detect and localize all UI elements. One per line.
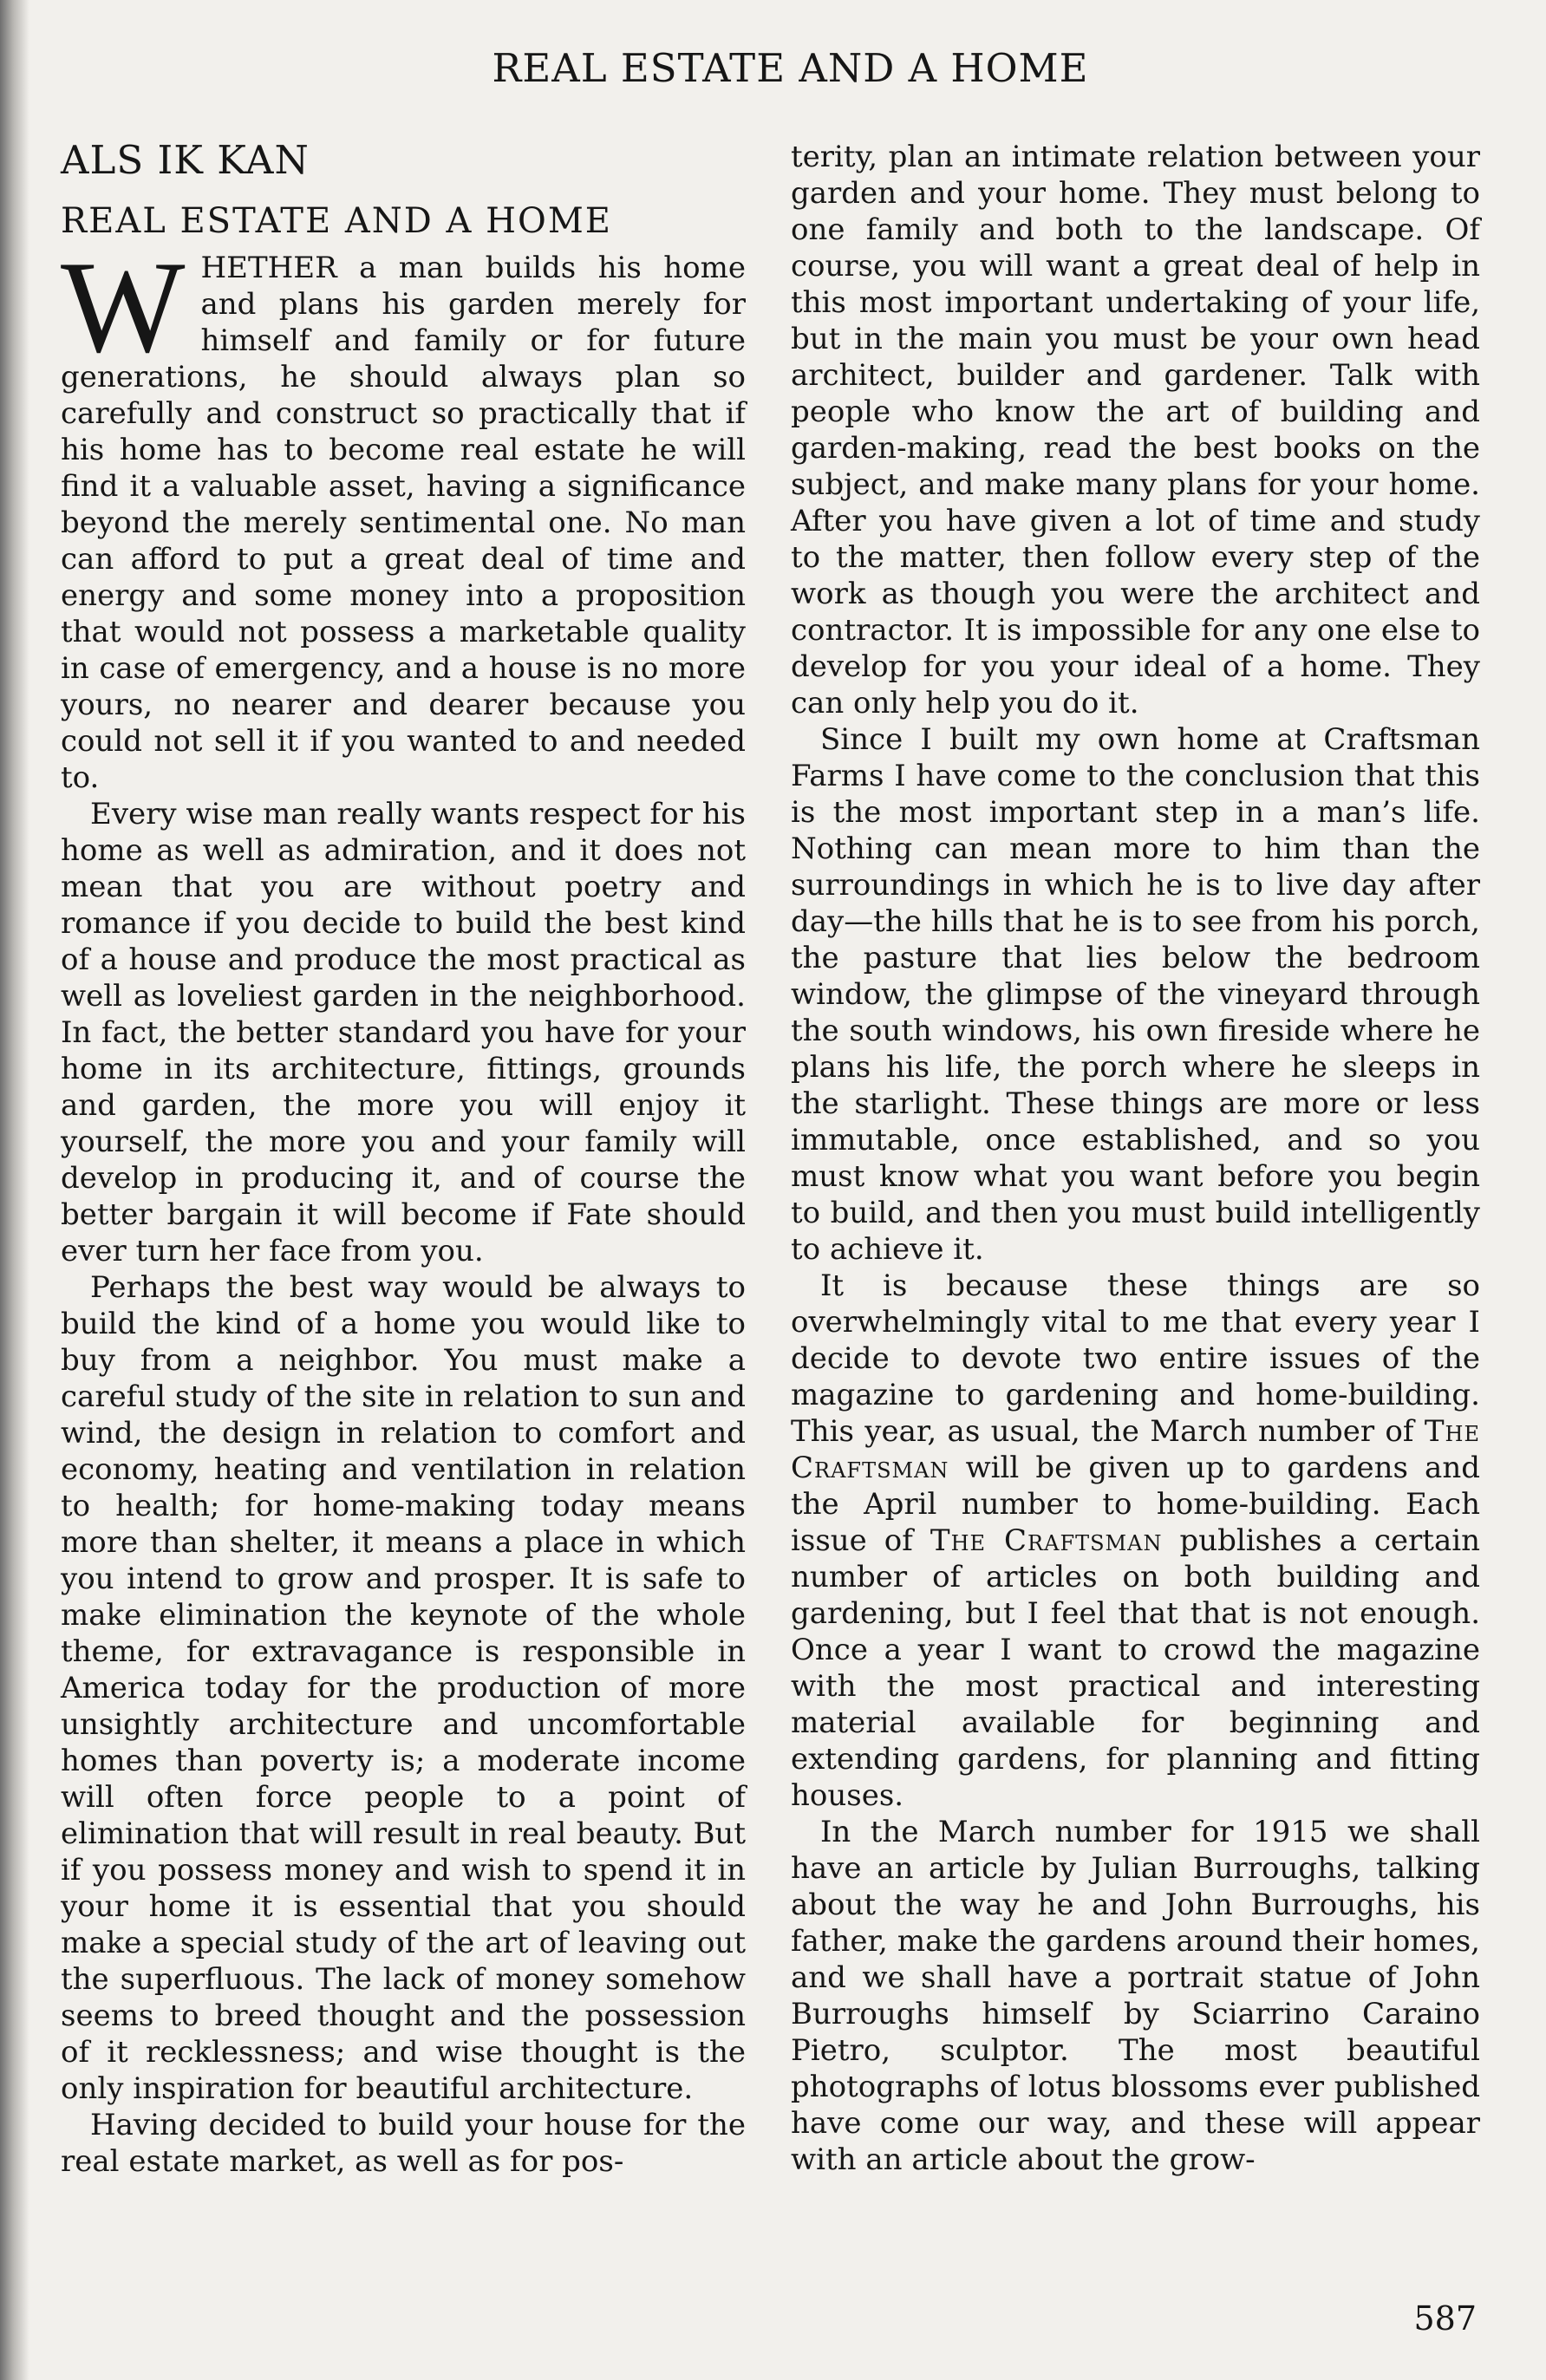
paragraph-6-part-c: publishes a certain number of articles on both building and gardening, but I feel that that is not enough. Once a year I want to crowd the magazine with the most practical and interesting material available for beginning and extending gardens, for planning and fitting houses. <box>791 1523 1481 1813</box>
paragraph-6 <box>791 1268 1480 1814</box>
paragraph-3: Perhaps the best way would be always to build the kind of a home you would like to buy from a neighbor. You must make a careful study of the site in relation to sun and wind, the design in relation to comfort and economy, heating and ventilation in relation to health; for home-making today means more than shelter, it means a place in which you intend to grow and prosper. It is safe to make elimination the keynote of the whole theme, for extravagance is responsible in America today for the production of more unsightly architecture and uncomfortable homes than poverty is; a moderate income will often force people to a point of elimination that will result in real beauty. But if you possess money and wish to spend it in your home it is essential that you should make a special study of the art of leaving out the superfluous. The lack of money somehow seems to breed thought and the possession of it recklessness; and wise thought is the only inspiration for beautiful architecture. <box>61 1270 746 2106</box>
paragraph-6-part-a: It is because these things are so overwhelmingly vital to me that every year I decide to devote two entire issues of the magazine to gardening and home-building. This year, as usual, the March number of <box>791 1268 1480 1449</box>
paragraph-1 <box>61 234 746 796</box>
drop-cap: W <box>61 234 186 380</box>
magazine-name: The Craftsman <box>930 1523 1163 1558</box>
paragraph-5: Since I built my own home at Craftsman Farms I have come to the conclusion that this is the most important step in a man’s life. Nothing can mean more to him than the surroundings in which he is to live day after day—the hills that he is to see from his porch, the pasture that lies below the bedroom window, the glimpse of the vineyard through the south windows, his own fireside where he plans his life, the porch where he sleeps in the starlight. These things are more or less immutable, once established, and so you must know what you want before you begin to build, and then you must build intelligently to achieve it. <box>791 722 1480 1267</box>
paragraph-1-text: HETHER a man builds his home and plans his garden merely for himself and family or for future generations, he should always plan so carefully and construct so practically that if his home has to become real estate he will find it a valuable asset, having a significance beyond the merely sentimental one. No man can afford to put a great deal of time and energy and some money into a proposition that would not possess a marketable quality in case of emergency, and a house is no more yours, no nearer and dearer because you could not sell it if you wanted to and needed to. <box>61 251 746 795</box>
motto: ALS IK KAN <box>61 137 310 183</box>
page-number: 587 <box>1413 2299 1477 2338</box>
left-column <box>61 139 746 2180</box>
paragraph-7: In the March number for 1915 we shall have an article by Julian Burroughs, talking about the way he and John Burroughs, his father, make the gardens around their homes, and we shall have a portrait statue of John Burroughs himself by Sciarrino Caraino Pietro, sculptor. The most beautiful photographs of lotus blossoms ever published have come our way, and these will appear with an article about the grow- <box>791 1815 1480 2177</box>
paragraph-6-part-b: will be given up to gardens and the April number to home-building. Each issue of <box>791 1451 1480 1558</box>
paragraph-4-end: terity, plan an intimate relation between your garden and your home. They must belong to one family and both to the landscape. Of course, you will want a great deal of help in this most important undertaking of your life, but in the main you must be your own head architect, builder and gardener. Talk with people who know the art of building and garden-making, read the best books on the subject, and make many plans for your home. After you have given a lot of time and study to the matter, then follow every step of the work as though you were the architect and contractor. It is impossible for any one else to develop for you your ideal of a home. They can only help you do it. <box>791 140 1480 721</box>
magazine-name: The Craftsman <box>791 1414 1481 1485</box>
right-column <box>791 139 1480 2178</box>
paragraph-4-start: Having decided to build your house for the real estate market, as well as for pos- <box>61 2108 746 2179</box>
article-title: REAL ESTATE AND A HOME <box>61 201 612 241</box>
paragraph-2: Every wise man really wants respect for his home as well as admiration, and it does not mean that you are without poetry and romance if you decide to build the best kind of a house and produce the most practical as well as loveliest garden in the neighborhood. In fact, the better standard you have for your home in its architecture, fittings, grounds and garden, the more you will enjoy it yourself, the more you and your family will develop in producing it, and of course the better bargain it will become if Fate should ever turn her face from you. <box>61 797 746 1268</box>
running-head: REAL ESTATE AND A HOME <box>492 45 1089 91</box>
page-binding-shadow <box>0 0 29 2380</box>
